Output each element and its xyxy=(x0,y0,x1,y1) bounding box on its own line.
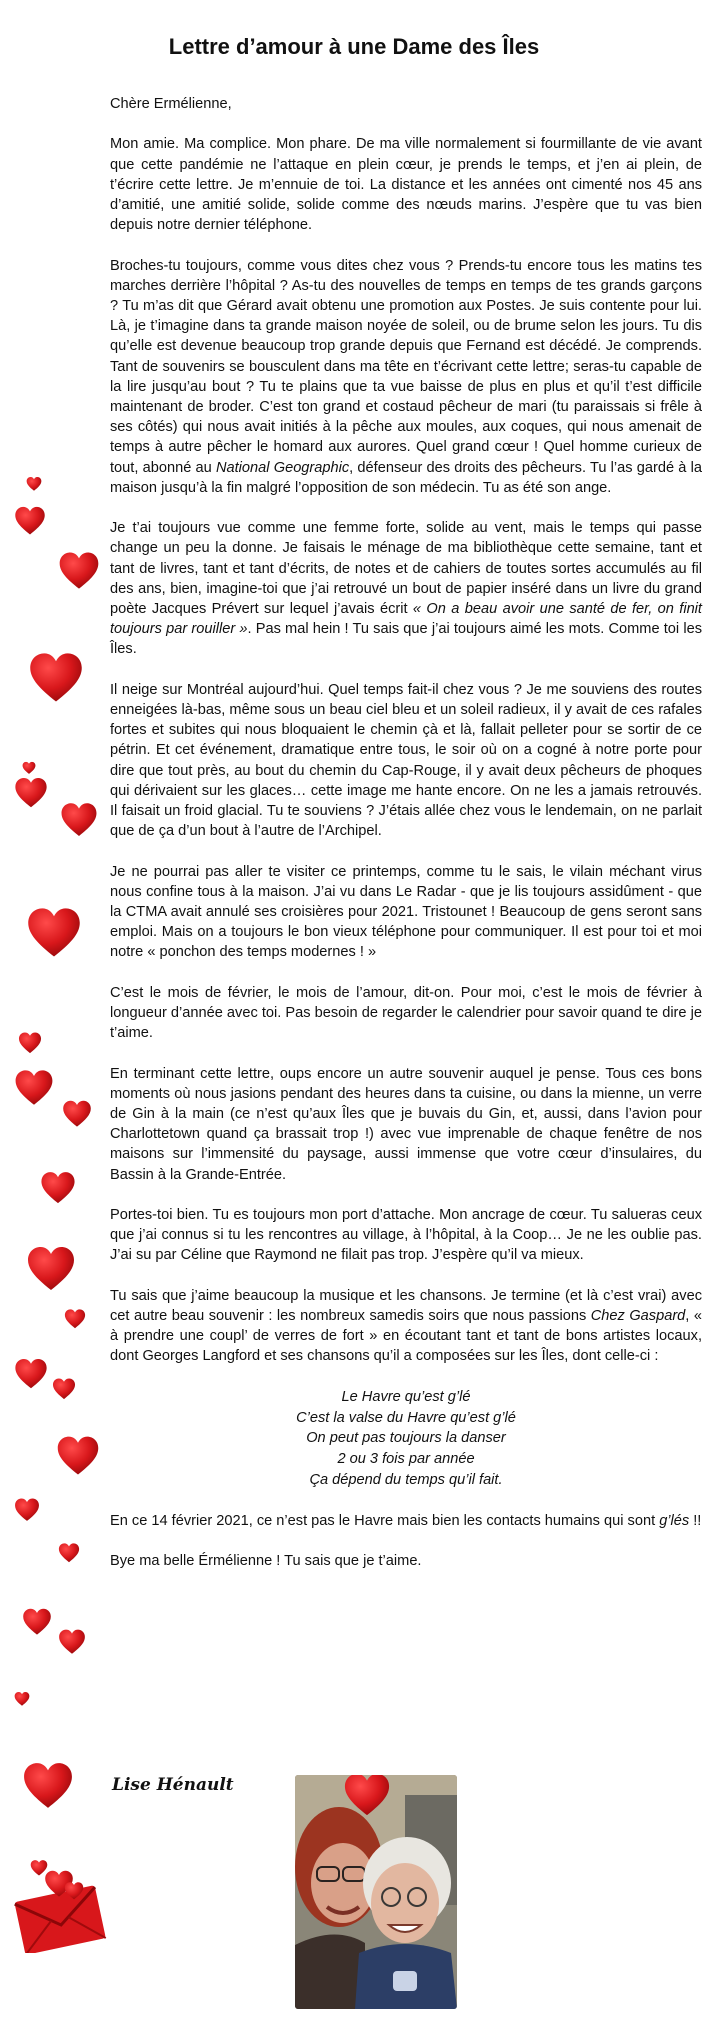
prevert-quote: « On a beau avoir une santé de fer, on finit toujours par rouiller » xyxy=(110,601,702,638)
letter-body xyxy=(110,94,702,1592)
greeting: Chère Ermélienne, xyxy=(110,96,232,112)
heart-icon xyxy=(26,474,42,494)
paragraph-1: Mon amie. Ma complice. Mon phare. De ma ville normalement si fourmillante de vie avant que cette pandémie ne l’attaque en plein cœur, je prends le temps, et j’en ai plein, de t’écrire cette lettre. Je m’ennuie de toi. La distance et les années ont cimenté nos 45 ans d’amitié, une amitié solide, solide comme des nœuds marins. J’espère que tu vas bien depuis notre dernier téléphone. xyxy=(110,136,702,234)
letter-title: Lettre d’amour à une Dame des Îles xyxy=(168,34,540,59)
paragraph-9 xyxy=(110,1286,702,1367)
heart-icon xyxy=(14,1062,54,1114)
paragraph-10-text: En ce 14 février 2021, ce n’est pas le Havre mais bien les contacts humains qui sont xyxy=(110,1513,660,1530)
heart-icon xyxy=(22,1750,74,1822)
paragraph-4: Il neige sur Montréal aujourd’hui. Quel temps fait-il chez vous ? Je me souviens des routes enneigées là-bas, même sous un beau ciel bleu et un soleil radieux, il y avait de ces rafales fortes et subites qui nous bloquaient le chemin çà et là, fallait pelleter pour se sortir de ce pétrin. Et cet événement, dramatique entre tous, le soir où on a cogné à notre porte pour dire que tout près, au bout du chemin du Cap-Rouge, il y avait deux pêcheurs de phoques qui dérivaient sur les glaces… cette image me hante encore. On ne les a jamais retrouvés. Il faisait un froid glacial. Tu te souviens ? J’étais allée chez vous le lendemain, on ne parlait que de ça d’un bout à l’autre de l’Archipel. xyxy=(110,681,702,840)
poem-line: C’est la valse du Havre qu’est g’lé xyxy=(296,1409,516,1426)
heart-icon xyxy=(26,1240,76,1298)
paragraph-3 xyxy=(110,518,702,659)
heart-icon xyxy=(64,1305,86,1333)
heart-icon xyxy=(62,1098,92,1130)
paragraph-10 xyxy=(110,1511,702,1531)
heart-icon xyxy=(40,1165,76,1211)
venue-name: Chez Gaspard xyxy=(590,1308,686,1325)
heart-icon xyxy=(14,1355,48,1393)
poem-line: 2 ou 3 fois par année xyxy=(337,1451,475,1468)
paragraph-9-end: , « à prendre une coupl’ de verres de fort » en écoutant tant et tant de bons artistes locaux, dont Georges Langford et ses chansons qu’il a composées sur les Îles, dont celle-ci : xyxy=(110,1308,702,1365)
heart-icon xyxy=(58,1625,86,1659)
friends-photo xyxy=(295,1775,457,2009)
poem-line: Ça dépend du temps qu’il fait. xyxy=(309,1472,503,1489)
envelope-icon xyxy=(10,1855,110,1953)
heart-icon xyxy=(14,770,48,816)
heart-icon xyxy=(14,1495,40,1525)
heart-icon xyxy=(60,800,98,840)
poem-line: On peut pas toujours la danser xyxy=(306,1430,506,1447)
heart-icon xyxy=(58,1540,80,1566)
heart-icon xyxy=(14,500,46,542)
heart-icon xyxy=(28,640,84,716)
paragraph-10-end: !! xyxy=(689,1513,702,1530)
heart-icon xyxy=(26,900,82,966)
paragraph-9-text: Tu sais que j’aime beaucoup la musique et les chansons. Je termine (et là c’est vrai) avec cet autre beau souvenir : les nombreux samedis soirs que nous passions xyxy=(110,1287,702,1325)
poem-line: Le Havre qu’est g’lé xyxy=(341,1388,471,1405)
heart-icon xyxy=(18,1030,42,1056)
paragraph-5: Je ne pourrai pas aller te visiter ce printemps, comme tu le sais, le vilain méchant virus nous confine tous à la maison. J’ai vu dans Le Radar - que je lis toujours assidûment - que la CTMA avait annulé ses croisières pour 2021. Tristounet ! Beaucoup de gens seront sans emploi. Mais on a toujours le bon vieux téléphone pour communiquer. Il est pour toi et moi notre « ponchon des temps modernes ! » xyxy=(110,863,702,961)
song-excerpt xyxy=(110,1387,702,1491)
paragraph-7: En terminant cette lettre, oups encore un autre souvenir auquel je pense. Tous ces bons moments où nous jasions pendant des heures dans ta cuisine, ou dans la mienne, un verre de Gin à la main (ce n’est qu’aux Îles que je buvais du Gin, et, aussi, dans l’avion pour Charlottetown quand ça brassait trop !) avec vue imprenable de chaque fenêtre de nos maisons sur l’immensité du paysage, aussi immense que votre cœur d’insulaires, du Bassin à la Grande-Entrée. xyxy=(110,1065,702,1183)
magazine-name: National Geographic xyxy=(215,459,350,476)
paragraph-2 xyxy=(110,256,702,498)
heart-icon xyxy=(56,1430,100,1482)
frozen-word: g’lés xyxy=(659,1513,690,1530)
closing-line: Bye ma belle Érmélienne ! Tu sais que je t’aime. xyxy=(110,1553,422,1570)
paragraph-3-end: . Pas mal hein ! Tu sais que j’ai toujours aimé les mots. Comme toi les Îles. xyxy=(110,621,703,658)
paragraph-8: Portes-toi bien. Tu es toujours mon port d’attache. Mon ancrage de cœur. Tu salueras ceux que j’ai connus si tu les rencontres au village, à l’hôpital, à la Coop… Je ne les oublie pas. J’ai su par Céline que Raymond ne filait pas trop. J’espère qu’il va mieux. xyxy=(110,1207,702,1264)
heart-icon xyxy=(22,760,36,776)
signature: Lise Hénault xyxy=(112,1775,234,1795)
paragraph-6: C’est le mois de février, le mois de l’amour, dit-on. Pour moi, c’est le mois de février à longueur d’année avec toi. Pas besoin de regarder le calendrier pour savoir quand te dire je t’aime. xyxy=(110,984,702,1042)
paragraph-2-end: , défenseur des droits des pêcheurs. Tu l’as gardé à la maison jusqu’à la fin malgré l’opposition de son médecin. Tu as été son ange. xyxy=(110,459,702,496)
paragraph-2-text: Broches-tu toujours, comme vous dites chez vous ? Prends-tu encore tous les matins tes marches derrière l’hôpital ? As-tu des nouvelles de temps en temps de tes grands garçons ? Tu m’as dit que Gérard avait obtenu une promotion aux Postes. Je suis contente pour lui. Là, je t’imagine dans ta grande maison noyée de soleil, ou de brume selon les jours. Tu dis qu’elle est devenue beaucoup trop grande depuis que Fernand est décédé. Je comprends. Tant de souvenirs se bousculent dans ma tête en t’écrivant cette lettre; seras-tu capable de la lire jusqu’au bout ? Tu te plains que ta vue baisse de plus en plus et qu’il t’est difficile maintenant de broder. C’est ton grand et costaud pêcheur de mari (tu paraissais si frêle à ses côtés) qui nous avait initiés à la pêche aux moules, aux coques, qui nous amenait de temps à autre pêcher le homard aux aurores. Quel grand cœur ! Quel homme curieux de tout, abonné au xyxy=(110,257,702,476)
heart-icon xyxy=(14,1690,30,1708)
heart-icon xyxy=(58,548,100,594)
paragraph-3-text: Je t’ai toujours vue comme une femme forte, solide au vent, mais le temps qui passe change un peu la donne. Je faisais le ménage de ma bibliothèque cette semaine, tant et tant de livres, tant et tant d’écrits, de notes et de cahiers de toutes sortes accumulés au fil des ans, bien, imagine-toi que j’ai retrouvé un bout de papier inséré dans un livre du grand poète Jacques Prévert sur lequel j’avais écrit xyxy=(110,520,702,618)
heart-icon xyxy=(22,1600,52,1644)
heart-icon xyxy=(52,1375,76,1403)
